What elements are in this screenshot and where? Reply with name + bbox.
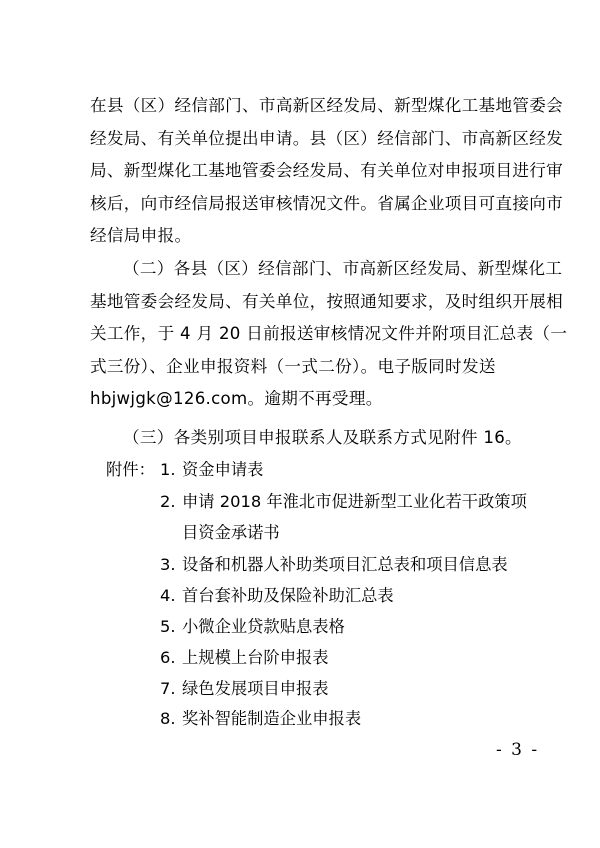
attachment-number: 4. — [160, 586, 176, 605]
attachment-title: 申请 2018 年淮北市促进新型工业化若干政策项 — [182, 492, 527, 511]
text-line: 核后，向市经信局报送审核情况文件。省属企业项目可直接向市 — [90, 193, 564, 213]
text-line: 经发局、有关单位提出申请。县（区）经信部门、市高新区经发 — [90, 128, 564, 148]
text-line: （二）各县（区）经信部门、市高新区经发局、新型煤化工 — [123, 259, 563, 278]
attachment-title: 绿色发展项目申报表 — [182, 679, 329, 698]
attachment-title: 上规模上台阶申报表 — [182, 648, 329, 667]
text-line: 基地管委会经发局、有关单位，按照通知要求，及时组织开展相 — [90, 291, 564, 311]
attachment-title: 设备和机器人补助类项目汇总表和项目信息表 — [182, 555, 508, 574]
text-line: 式三份）、企业申报资料（一式二份）。电子版同时发送 — [90, 356, 496, 376]
attachment-number: 8. — [160, 709, 176, 728]
paragraph-section-2 — [90, 253, 568, 416]
attachment-title: 小微企业贷款贴息表格 — [182, 617, 345, 636]
attachment-number: 5. — [160, 617, 176, 636]
attachment-number: 1. — [160, 460, 176, 479]
text-line: 经信局申报。 — [90, 226, 192, 246]
text-line: hbjwjgk@126.com。逾期不再受理。 — [90, 389, 383, 409]
paragraph-section-3 — [123, 422, 526, 455]
text-line: 在县（区）经信部门、市高新区经发局、新型煤化工基地管委会 — [90, 96, 564, 115]
attachments-label: 附件： — [106, 460, 155, 479]
attachment-title: 首台套补助及保险补助汇总表 — [182, 586, 394, 605]
text-line: 局、新型煤化工基地管委会经发局、有关单位对申报项目进行审 — [90, 161, 564, 181]
text-line: 关工作，于 4 月 20 日前报送审核情况文件并附项目汇总表（一 — [90, 324, 568, 344]
attachment-title: 资金申请表 — [182, 460, 264, 479]
attachment-number: 3. — [160, 555, 176, 574]
paragraph-application-process — [90, 90, 564, 253]
attachment-number: 7. — [160, 679, 176, 698]
attachment-number: 6. — [160, 648, 176, 667]
attachment-title-continued: 目资金承诺书 — [182, 523, 280, 542]
page-number: - 3 - — [496, 740, 540, 760]
attachment-title: 奖补智能制造企业申报表 — [182, 709, 362, 728]
text-line: （三）各类别项目申报联系人及联系方式见附件 16。 — [123, 428, 522, 447]
attachment-number: 2. — [160, 492, 176, 511]
